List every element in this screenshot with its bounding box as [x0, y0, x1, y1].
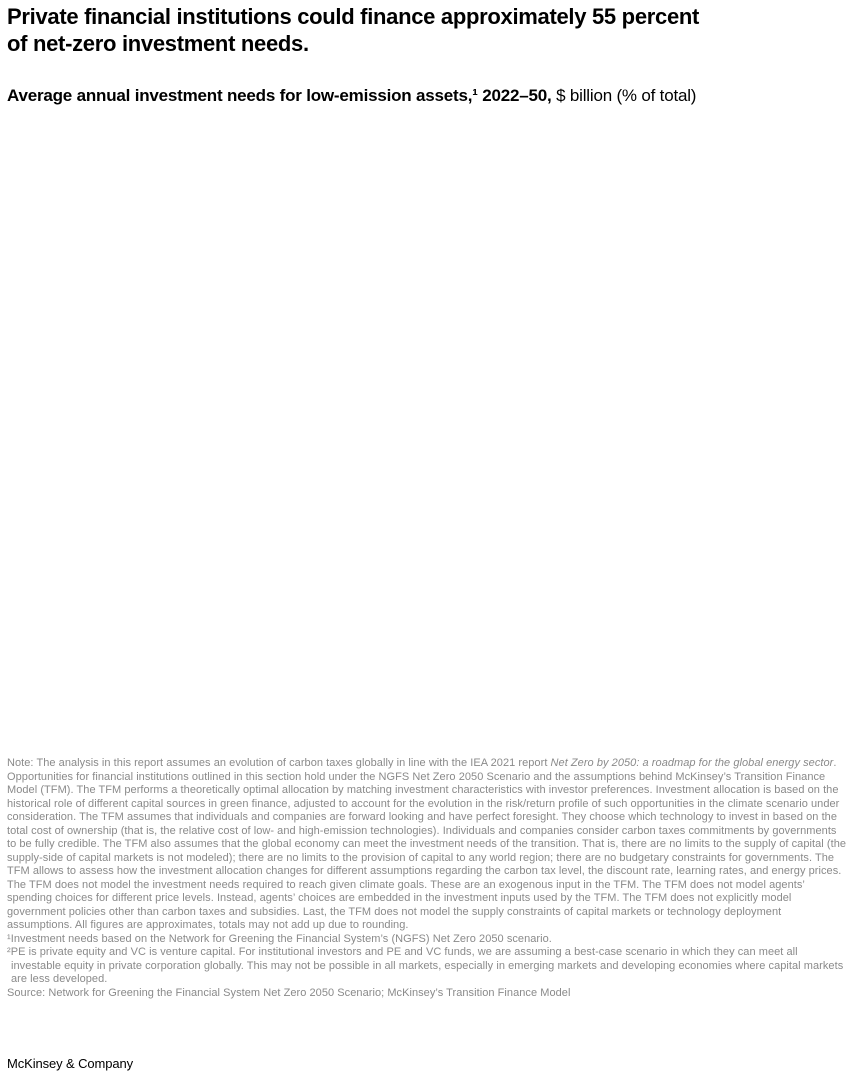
footnote-2: ²PE is private equity and VC is venture capital. For institutional investors and PE and VC funds, we are assuming a best-case scenario in which they can meet all investable equity in private corporation globally. This may not be possible in all markets, especially in emerging markets and developing economies where capital markets are less developed.: [7, 946, 844, 985]
footnote-block: [7, 757, 847, 1000]
exhibit-title: [7, 0, 847, 57]
source-line: Source: Network for Greening the Financial System Net Zero 2050 Scenario; McKinsey’s Transition Finance Model: [7, 986, 571, 999]
note-text: Note: The analysis in this report assumes an evolution of carbon taxes globally in line with the IEA 2021 report Net Zero by 2050: a roadmap for the global energy sector. Opportunities for financial institutions outlined in this section hold under the NGFS Net Zero 2050 Scenario and the assumptions behind McKinsey’s Transition Finance Model (TFM). The TFM performs a theoretically optimal allocation by matching investment characteristics with investor preferences. Investment allocation is based on the historical role of different capital sources in green finance, adjusted to account for the evolution in the risk/return profile of such opportunities in the climate scenario under consideration. The TFM assumes that individuals and companies are forward looking and have perfect foresight. They choose which technology to invest in based on the total cost of ownership (that is, the relative cost of low- and high-emission technologies). Individuals and companies consider carbon taxes commitments by governments to be fully credible. The TFM also assumes that the global economy can meet the investment needs of the transition. That is, there are no limits to the supply of capital (the supply-side of capital markets is not modeled); there are no limits to the provision of capital to any world region; there are no budgetary constraints for governments. The TFM allows to assess how the investment allocation changes for different assumptions regarding the carbon tax level, the discount rate, learning rates, and energy prices. The TFM does not model the investment needs required to reach given climate goals. These are an exogenous input in the TFM. The TFM does not model agents’ spending choices for different price levels. Instead, agents’ choices are embedded in the investment inputs used by the TFM. The TFM does not explicitly model government policies other than carbon taxes and subsidies. Last, the TFM does not model the supply constraints of capital markets or technology deployment assumptions. All figures are approximates, totals may not add up due to rounding.: [7, 757, 847, 931]
chart-subtitle-label: Average annual investment needs for low-emission assets,¹ 2022–50,: [7, 86, 552, 105]
chart-area: [7, 112, 847, 752]
exhibit-title-line2: of net-zero investment needs.: [7, 31, 309, 56]
chart-subtitle-units: $ billion (% of total): [551, 86, 697, 105]
exhibit-title-line1: Private financial institutions could finance approximately 55 percent: [7, 4, 700, 29]
footnote-1: ¹Investment needs based on the Network for Greening the Financial System’s (NGFS) Net Zero 2050 scenario.: [7, 932, 552, 945]
mckinsey-logo: McKinsey & Company: [7, 1056, 134, 1071]
chart-subtitle: [7, 86, 847, 106]
